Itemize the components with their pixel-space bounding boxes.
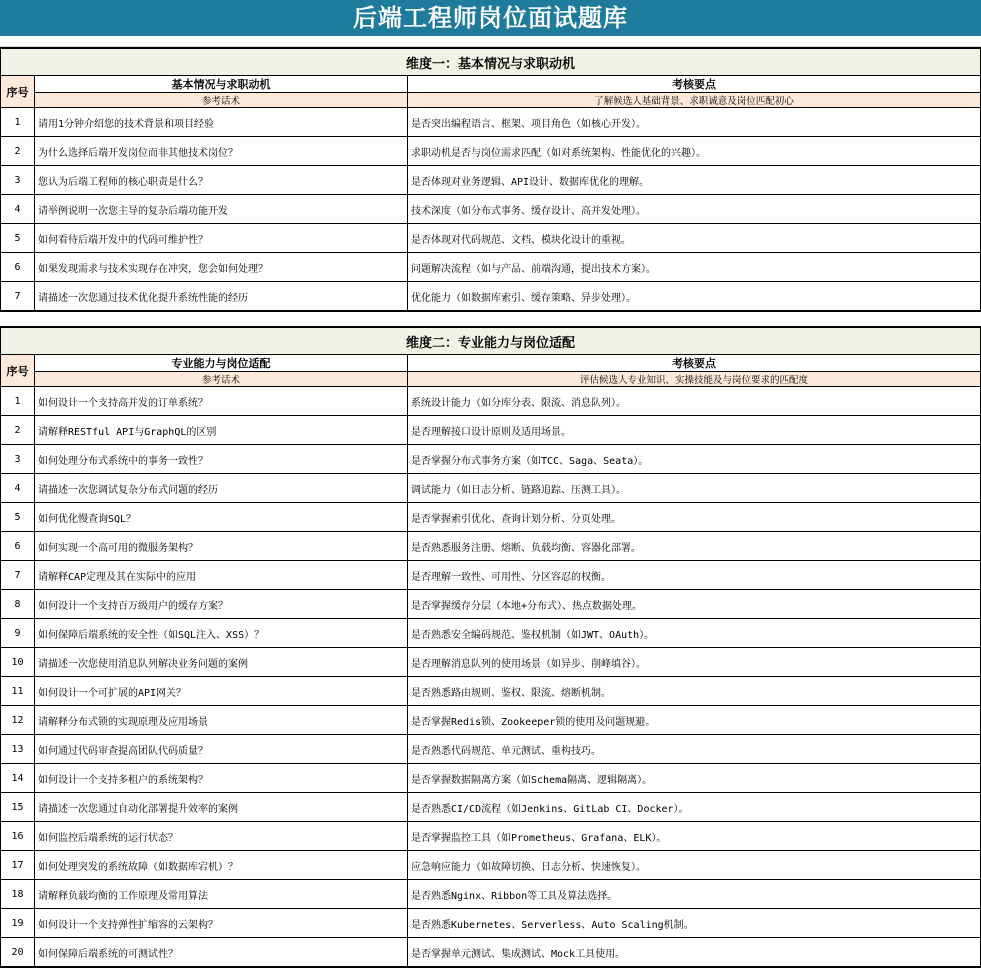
question-cell: 请描述一次您调试复杂分布式问题的经历 bbox=[35, 474, 408, 503]
question-cell: 请解释负载均衡的工作原理及常用算法 bbox=[35, 880, 408, 909]
table-row bbox=[1, 503, 981, 532]
right-column-subtitle: 评估候选人专业知识、实操技能及与岗位要求的匹配度 bbox=[408, 372, 981, 387]
criteria-cell: 是否掌握索引优化、查询计划分析、分页处理。 bbox=[408, 503, 981, 532]
table-row bbox=[1, 677, 981, 706]
row-number: 12 bbox=[1, 706, 35, 735]
criteria-cell: 是否掌握监控工具（如Prometheus、Grafana、ELK）。 bbox=[408, 822, 981, 851]
question-cell: 如何设计一个支持弹性扩缩容的云架构？ bbox=[35, 909, 408, 938]
criteria-cell: 是否掌握Redis锁、Zookeeper锁的使用及问题规避。 bbox=[408, 706, 981, 735]
row-number: 5 bbox=[1, 224, 35, 253]
question-cell: 如何处理分布式系统中的事务一致性？ bbox=[35, 445, 408, 474]
table-row bbox=[1, 108, 981, 137]
question-cell: 请描述一次您通过技术优化提升系统性能的经历 bbox=[35, 282, 408, 312]
table-row bbox=[1, 137, 981, 166]
table-row bbox=[1, 764, 981, 793]
question-cell: 如何监控后端系统的运行状态？ bbox=[35, 822, 408, 851]
question-cell: 请描述一次您使用消息队列解决业务问题的案例 bbox=[35, 648, 408, 677]
table-row bbox=[1, 253, 981, 282]
question-cell: 请描述一次您通过自动化部署提升效率的案例 bbox=[35, 793, 408, 822]
criteria-cell: 是否掌握数据隔离方案（如Schema隔离、逻辑隔离）。 bbox=[408, 764, 981, 793]
question-cell: 如何看待后端开发中的代码可维护性？ bbox=[35, 224, 408, 253]
table-row bbox=[1, 282, 981, 312]
row-number: 2 bbox=[1, 137, 35, 166]
table-row bbox=[1, 224, 981, 253]
criteria-cell: 系统设计能力（如分库分表、限流、消息队列）。 bbox=[408, 387, 981, 416]
row-number: 4 bbox=[1, 195, 35, 224]
row-number: 4 bbox=[1, 474, 35, 503]
question-cell: 如何设计一个支持多租户的系统架构？ bbox=[35, 764, 408, 793]
criteria-cell: 是否突出编程语言、框架、项目角色（如核心开发）。 bbox=[408, 108, 981, 137]
row-number: 16 bbox=[1, 822, 35, 851]
question-cell: 请用1分钟介绍您的技术背景和项目经验 bbox=[35, 108, 408, 137]
question-cell: 如何设计一个可扩展的API网关？ bbox=[35, 677, 408, 706]
row-number: 6 bbox=[1, 253, 35, 282]
seq-header: 序号 bbox=[1, 355, 35, 387]
section-table-2 bbox=[0, 326, 981, 968]
row-number: 1 bbox=[1, 387, 35, 416]
question-cell: 请解释CAP定理及其在实际中的应用 bbox=[35, 561, 408, 590]
question-cell: 如果发现需求与技术实现存在冲突，您会如何处理？ bbox=[35, 253, 408, 282]
criteria-cell: 是否掌握缓存分层（本地+分布式）、热点数据处理。 bbox=[408, 590, 981, 619]
row-number: 20 bbox=[1, 938, 35, 968]
section-table-1 bbox=[0, 47, 981, 312]
criteria-cell: 是否熟悉Nginx、Ribbon等工具及算法选择。 bbox=[408, 880, 981, 909]
row-number: 6 bbox=[1, 532, 35, 561]
left-column-title: 基本情况与求职动机 bbox=[35, 76, 408, 93]
table-row bbox=[1, 532, 981, 561]
table-row bbox=[1, 735, 981, 764]
table-row bbox=[1, 909, 981, 938]
dimension-title: 维度一：基本情况与求职动机 bbox=[1, 48, 981, 76]
criteria-cell: 是否熟悉路由规则、鉴权、限流、熔断机制。 bbox=[408, 677, 981, 706]
question-cell: 请解释RESTful API与GraphQL的区别 bbox=[35, 416, 408, 445]
criteria-cell: 是否理解接口设计原则及适用场景。 bbox=[408, 416, 981, 445]
table-row bbox=[1, 561, 981, 590]
row-number: 11 bbox=[1, 677, 35, 706]
row-number: 1 bbox=[1, 108, 35, 137]
row-number: 14 bbox=[1, 764, 35, 793]
right-column-title: 考核要点 bbox=[408, 355, 981, 372]
row-number: 3 bbox=[1, 445, 35, 474]
row-number: 7 bbox=[1, 561, 35, 590]
row-number: 7 bbox=[1, 282, 35, 312]
question-cell: 请解释分布式锁的实现原理及应用场景 bbox=[35, 706, 408, 735]
criteria-cell: 是否熟悉服务注册、熔断、负载均衡、容器化部署。 bbox=[408, 532, 981, 561]
row-number: 8 bbox=[1, 590, 35, 619]
table-row bbox=[1, 416, 981, 445]
table-row bbox=[1, 822, 981, 851]
question-cell: 如何保障后端系统的安全性（如SQL注入、XSS）？ bbox=[35, 619, 408, 648]
table-row bbox=[1, 851, 981, 880]
question-cell: 如何优化慢查询SQL？ bbox=[35, 503, 408, 532]
seq-header: 序号 bbox=[1, 76, 35, 108]
question-bank bbox=[0, 47, 981, 968]
table-row bbox=[1, 195, 981, 224]
right-column-subtitle: 了解候选人基础背景、求职诚意及岗位匹配初心 bbox=[408, 93, 981, 108]
row-number: 2 bbox=[1, 416, 35, 445]
table-row bbox=[1, 706, 981, 735]
criteria-cell: 是否熟悉CI/CD流程（如Jenkins、GitLab CI、Docker）。 bbox=[408, 793, 981, 822]
left-column-subtitle: 参考话术 bbox=[35, 93, 408, 108]
criteria-cell: 是否掌握分布式事务方案（如TCC、Saga、Seata）。 bbox=[408, 445, 981, 474]
row-number: 17 bbox=[1, 851, 35, 880]
row-number: 19 bbox=[1, 909, 35, 938]
table-row bbox=[1, 938, 981, 968]
criteria-cell: 是否熟悉代码规范、单元测试、重构技巧。 bbox=[408, 735, 981, 764]
left-column-subtitle: 参考话术 bbox=[35, 372, 408, 387]
table-row bbox=[1, 387, 981, 416]
table-row bbox=[1, 590, 981, 619]
row-number: 10 bbox=[1, 648, 35, 677]
criteria-cell: 优化能力（如数据库索引、缓存策略、异步处理）。 bbox=[408, 282, 981, 312]
section-separator bbox=[0, 312, 981, 326]
row-number: 3 bbox=[1, 166, 35, 195]
row-number: 18 bbox=[1, 880, 35, 909]
criteria-cell: 是否理解消息队列的使用场景（如异步、削峰填谷）。 bbox=[408, 648, 981, 677]
left-column-title: 专业能力与岗位适配 bbox=[35, 355, 408, 372]
criteria-cell: 调试能力（如日志分析、链路追踪、压测工具）。 bbox=[408, 474, 981, 503]
row-number: 15 bbox=[1, 793, 35, 822]
table-row bbox=[1, 880, 981, 909]
criteria-cell: 是否掌握单元测试、集成测试、Mock工具使用。 bbox=[408, 938, 981, 968]
dimension-title: 维度二：专业能力与岗位适配 bbox=[1, 327, 981, 355]
question-cell: 如何实现一个高可用的微服务架构？ bbox=[35, 532, 408, 561]
table-row bbox=[1, 793, 981, 822]
table-row bbox=[1, 648, 981, 677]
question-cell: 为什么选择后端开发岗位而非其他技术岗位？ bbox=[35, 137, 408, 166]
criteria-cell: 技术深度（如分布式事务、缓存设计、高并发处理）。 bbox=[408, 195, 981, 224]
question-cell: 如何保障后端系统的可测试性？ bbox=[35, 938, 408, 968]
criteria-cell: 是否熟悉安全编码规范、鉴权机制（如JWT、OAuth）。 bbox=[408, 619, 981, 648]
question-cell: 请举例说明一次您主导的复杂后端功能开发 bbox=[35, 195, 408, 224]
table-row bbox=[1, 619, 981, 648]
page-title: 后端工程师岗位面试题库 bbox=[0, 0, 981, 36]
question-cell: 如何设计一个支持高并发的订单系统？ bbox=[35, 387, 408, 416]
criteria-cell: 是否理解一致性、可用性、分区容忍的权衡。 bbox=[408, 561, 981, 590]
criteria-cell: 应急响应能力（如故障切换、日志分析、快速恢复）。 bbox=[408, 851, 981, 880]
criteria-cell: 是否体现对代码规范、文档、模块化设计的重视。 bbox=[408, 224, 981, 253]
question-cell: 如何处理突发的系统故障（如数据库宕机）？ bbox=[35, 851, 408, 880]
row-number: 9 bbox=[1, 619, 35, 648]
table-row bbox=[1, 166, 981, 195]
question-cell: 如何设计一个支持百万级用户的缓存方案？ bbox=[35, 590, 408, 619]
row-number: 13 bbox=[1, 735, 35, 764]
table-row bbox=[1, 445, 981, 474]
criteria-cell: 问题解决流程（如与产品、前端沟通，提出技术方案）。 bbox=[408, 253, 981, 282]
question-cell: 您认为后端工程师的核心职责是什么？ bbox=[35, 166, 408, 195]
question-cell: 如何通过代码审查提高团队代码质量？ bbox=[35, 735, 408, 764]
right-column-title: 考核要点 bbox=[408, 76, 981, 93]
title-spacer bbox=[0, 36, 981, 47]
row-number: 5 bbox=[1, 503, 35, 532]
criteria-cell: 是否体现对业务逻辑、API设计、数据库优化的理解。 bbox=[408, 166, 981, 195]
table-row bbox=[1, 474, 981, 503]
criteria-cell: 求职动机是否与岗位需求匹配（如对系统架构、性能优化的兴趣）。 bbox=[408, 137, 981, 166]
criteria-cell: 是否熟悉Kubernetes、Serverless、Auto Scaling机制。 bbox=[408, 909, 981, 938]
